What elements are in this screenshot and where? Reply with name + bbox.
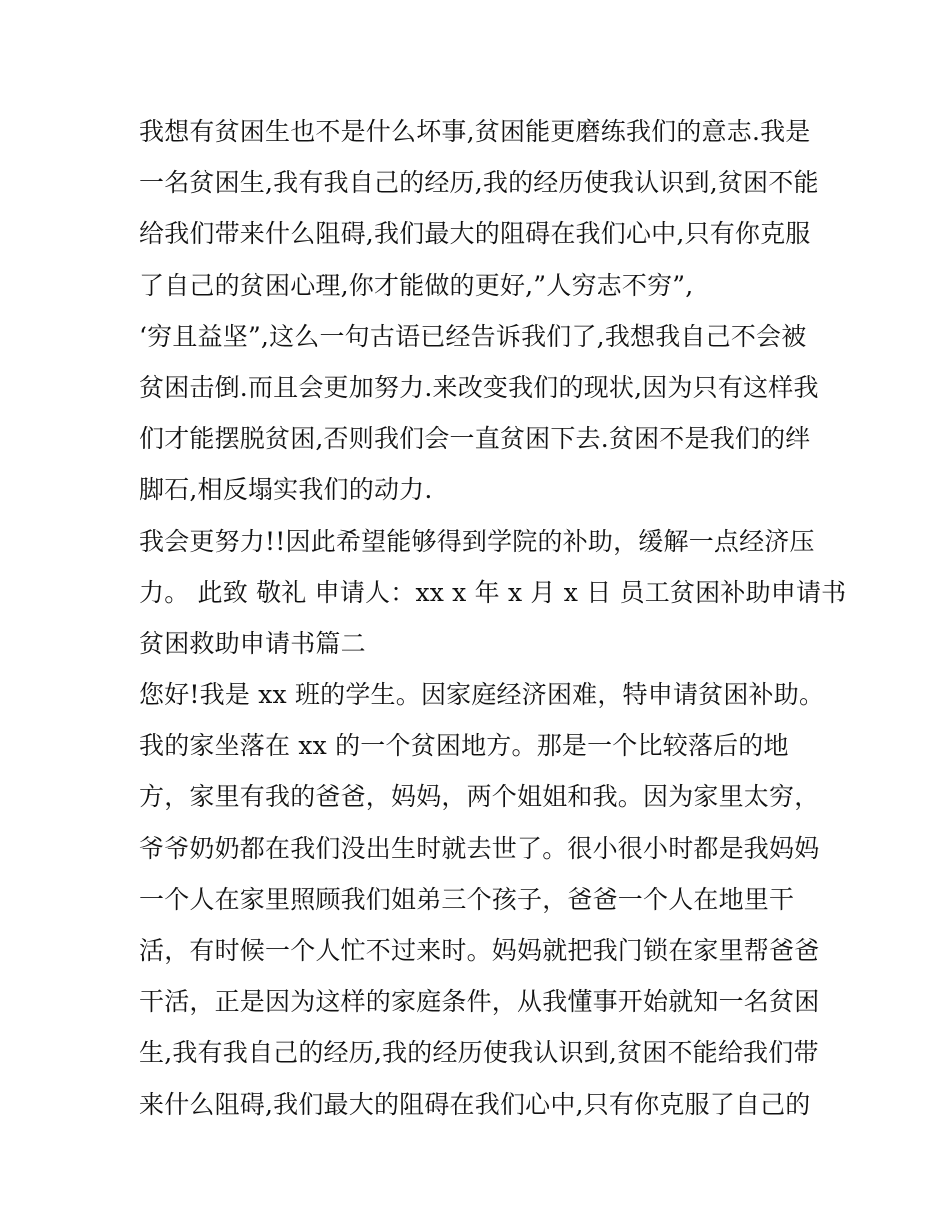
text-line: 生,我有我自己的经历,我的经历使我认识到,贫困不能给我们带 (139, 1038, 819, 1068)
document-body (139, 106, 847, 1130)
text-line: 了自己的贫困心理,你才能做的更好,”人穷志不穷”, (139, 270, 694, 300)
section-heading: 贫困救助申请书篇二 (139, 628, 366, 658)
text-line: 您好!我是 xx 班的学生。因家庭经济困难，特申请贫困补助。 (139, 680, 825, 710)
text-line: 我会更努力!!因此希望能够得到学院的补助，缓解一点经济压 (139, 526, 815, 556)
text-line: 方，家里有我的爸爸，妈妈，两个姐姐和我。因为家里太穷， (139, 782, 820, 812)
text-line: 干活，正是因为这样的家庭条件，从我懂事开始就知一名贫困 (139, 987, 820, 1017)
text-line: 活，有时候一个人忙不过来时。妈妈就把我门锁在家里帮爸爸 (139, 936, 820, 965)
text-line: 我的家坐落在 xx 的一个贫困地方。那是一个比较落后的地 (139, 731, 789, 761)
text-line: 给我们带来什么阻碍,我们最大的阻碍在我们心中,只有你克服 (139, 219, 811, 249)
text-line: 我想有贫困生也不是什么坏事,贫困能更磨练我们的意志.我是 (139, 117, 811, 146)
text-line: 一个人在家里照顾我们姐弟三个孩子，爸爸一个人在地里干 (139, 884, 795, 914)
text-line: 爷爷奶奶都在我们没出生时就去世了。很小很小时都是我妈妈 (139, 833, 820, 863)
text-line: ‘穷且益坚”,这么一句古语已经告诉我们了,我想我自己不会被 (139, 321, 807, 351)
text-line: 一名贫困生,我有我自己的经历,我的经历使我认识到,贫困不能 (139, 168, 819, 198)
text-line: 来什么阻碍,我们最大的阻碍在我们心中,只有你克服了自己的 (139, 1089, 811, 1119)
text-line: 们才能摆脱贫困,否则我们会一直贫困下去.贫困不是我们的绊 (139, 424, 811, 454)
text-line: 贫困击倒.而且会更加努力.来改变我们的现状,因为只有这样我 (139, 372, 819, 402)
text-line: 力。 此致 敬礼 申请人：xx x 年 x 月 x 日 员工贫困补助申请书 (139, 577, 847, 607)
text-line: 脚石,相反塌实我们的动力. (139, 475, 433, 505)
